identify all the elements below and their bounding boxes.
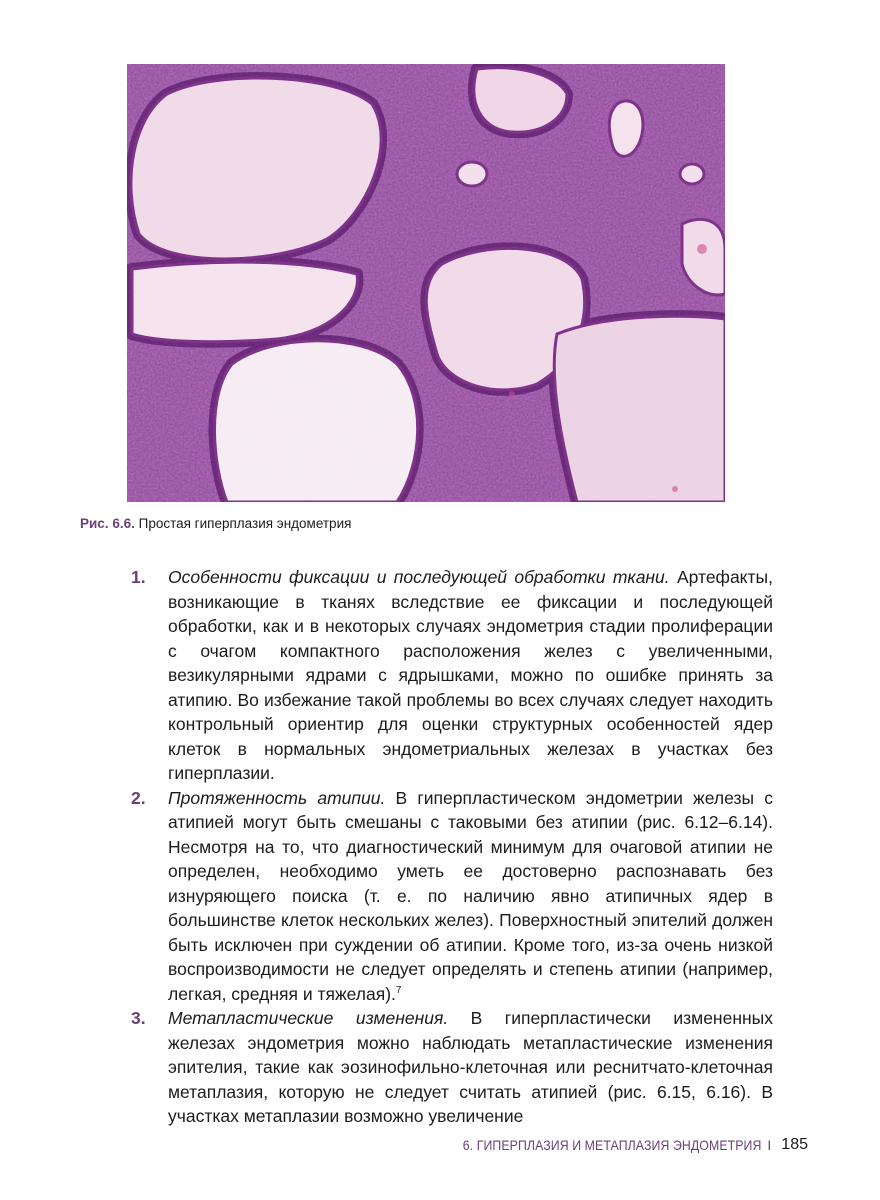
numbered-list — [131, 565, 773, 1129]
list-item-body — [168, 786, 773, 1007]
item-term: Метапластические изменения. — [168, 1008, 449, 1028]
list-item — [131, 1006, 773, 1129]
list-item — [131, 786, 773, 1007]
list-item — [131, 565, 773, 786]
micrograph-image — [127, 64, 725, 502]
page-footer — [422, 1136, 808, 1154]
reference-superscript: 7 — [395, 984, 402, 996]
figure-caption — [80, 516, 351, 531]
figure-caption-text: Простая гиперплазия эндометрия — [138, 516, 352, 531]
item-term: Протяженность атипии. — [168, 787, 386, 808]
list-item-body — [168, 1006, 773, 1129]
footer-separator: I — [767, 1137, 772, 1153]
running-chapter-title: 6. ГИПЕРПЛАЗИЯ И МЕТАПЛАЗИЯ ЭНДОМЕТРИЯ — [462, 1137, 762, 1153]
list-item-body — [168, 565, 773, 786]
figure-label: Рис. 6.6. — [80, 516, 135, 531]
list-number: 3. — [131, 1008, 146, 1028]
list-number: 2. — [131, 787, 146, 808]
item-term: Особенности фиксации и последующей обработки ткани. — [168, 567, 670, 587]
page-number: 185 — [781, 1136, 808, 1153]
item-text: В гиперпластическом эндометрии железы с атипией могут быть смешаны с таковыми без атипии (рис. 6.12–6.14). Несмотря на то, что диагностический минимум для очаговой атипии не определен, необходимо уметь ее достоверно распознавать без изнуряющего поиска (т. е. по наличию явно атипичных ядер в большинстве клеток нескольких желез). Поверхностный эпителий должен быть исключен при суждении об атипии. Кроме того, из-за очень низкой воспроизводимости не следует определять и степень атипии (например, легкая, средняя и тяжелая). — [168, 787, 773, 1004]
micrograph-figure — [127, 64, 725, 502]
item-text: В гиперпластически измененных железах эндометрия можно наблюдать метапластические изменения эпителия, такие как эозинофильно-клеточная или реснитчато-клеточная метаплазия, которую не следует считать атипией (рис. 6.15, 6.16). В участках метаплазии возможно увеличение — [168, 1008, 773, 1126]
list-number: 1. — [131, 567, 146, 587]
item-text: Артефакты, возникающие в тканях вследствие ее фиксации и последующей обработки, как и в некоторых случаях эндометрия стадии пролиферации с очагом компактного расположения желез с увеличенными, везикулярными ядрами с ядрышками, можно по ошибке принять за атипию. Во избежание такой проблемы во всех случаях следует находить контрольный ориентир для оценки структурных особенностей ядер клеток в нормальных эндометриальных железах в участках без гиперплазии. — [168, 567, 773, 783]
